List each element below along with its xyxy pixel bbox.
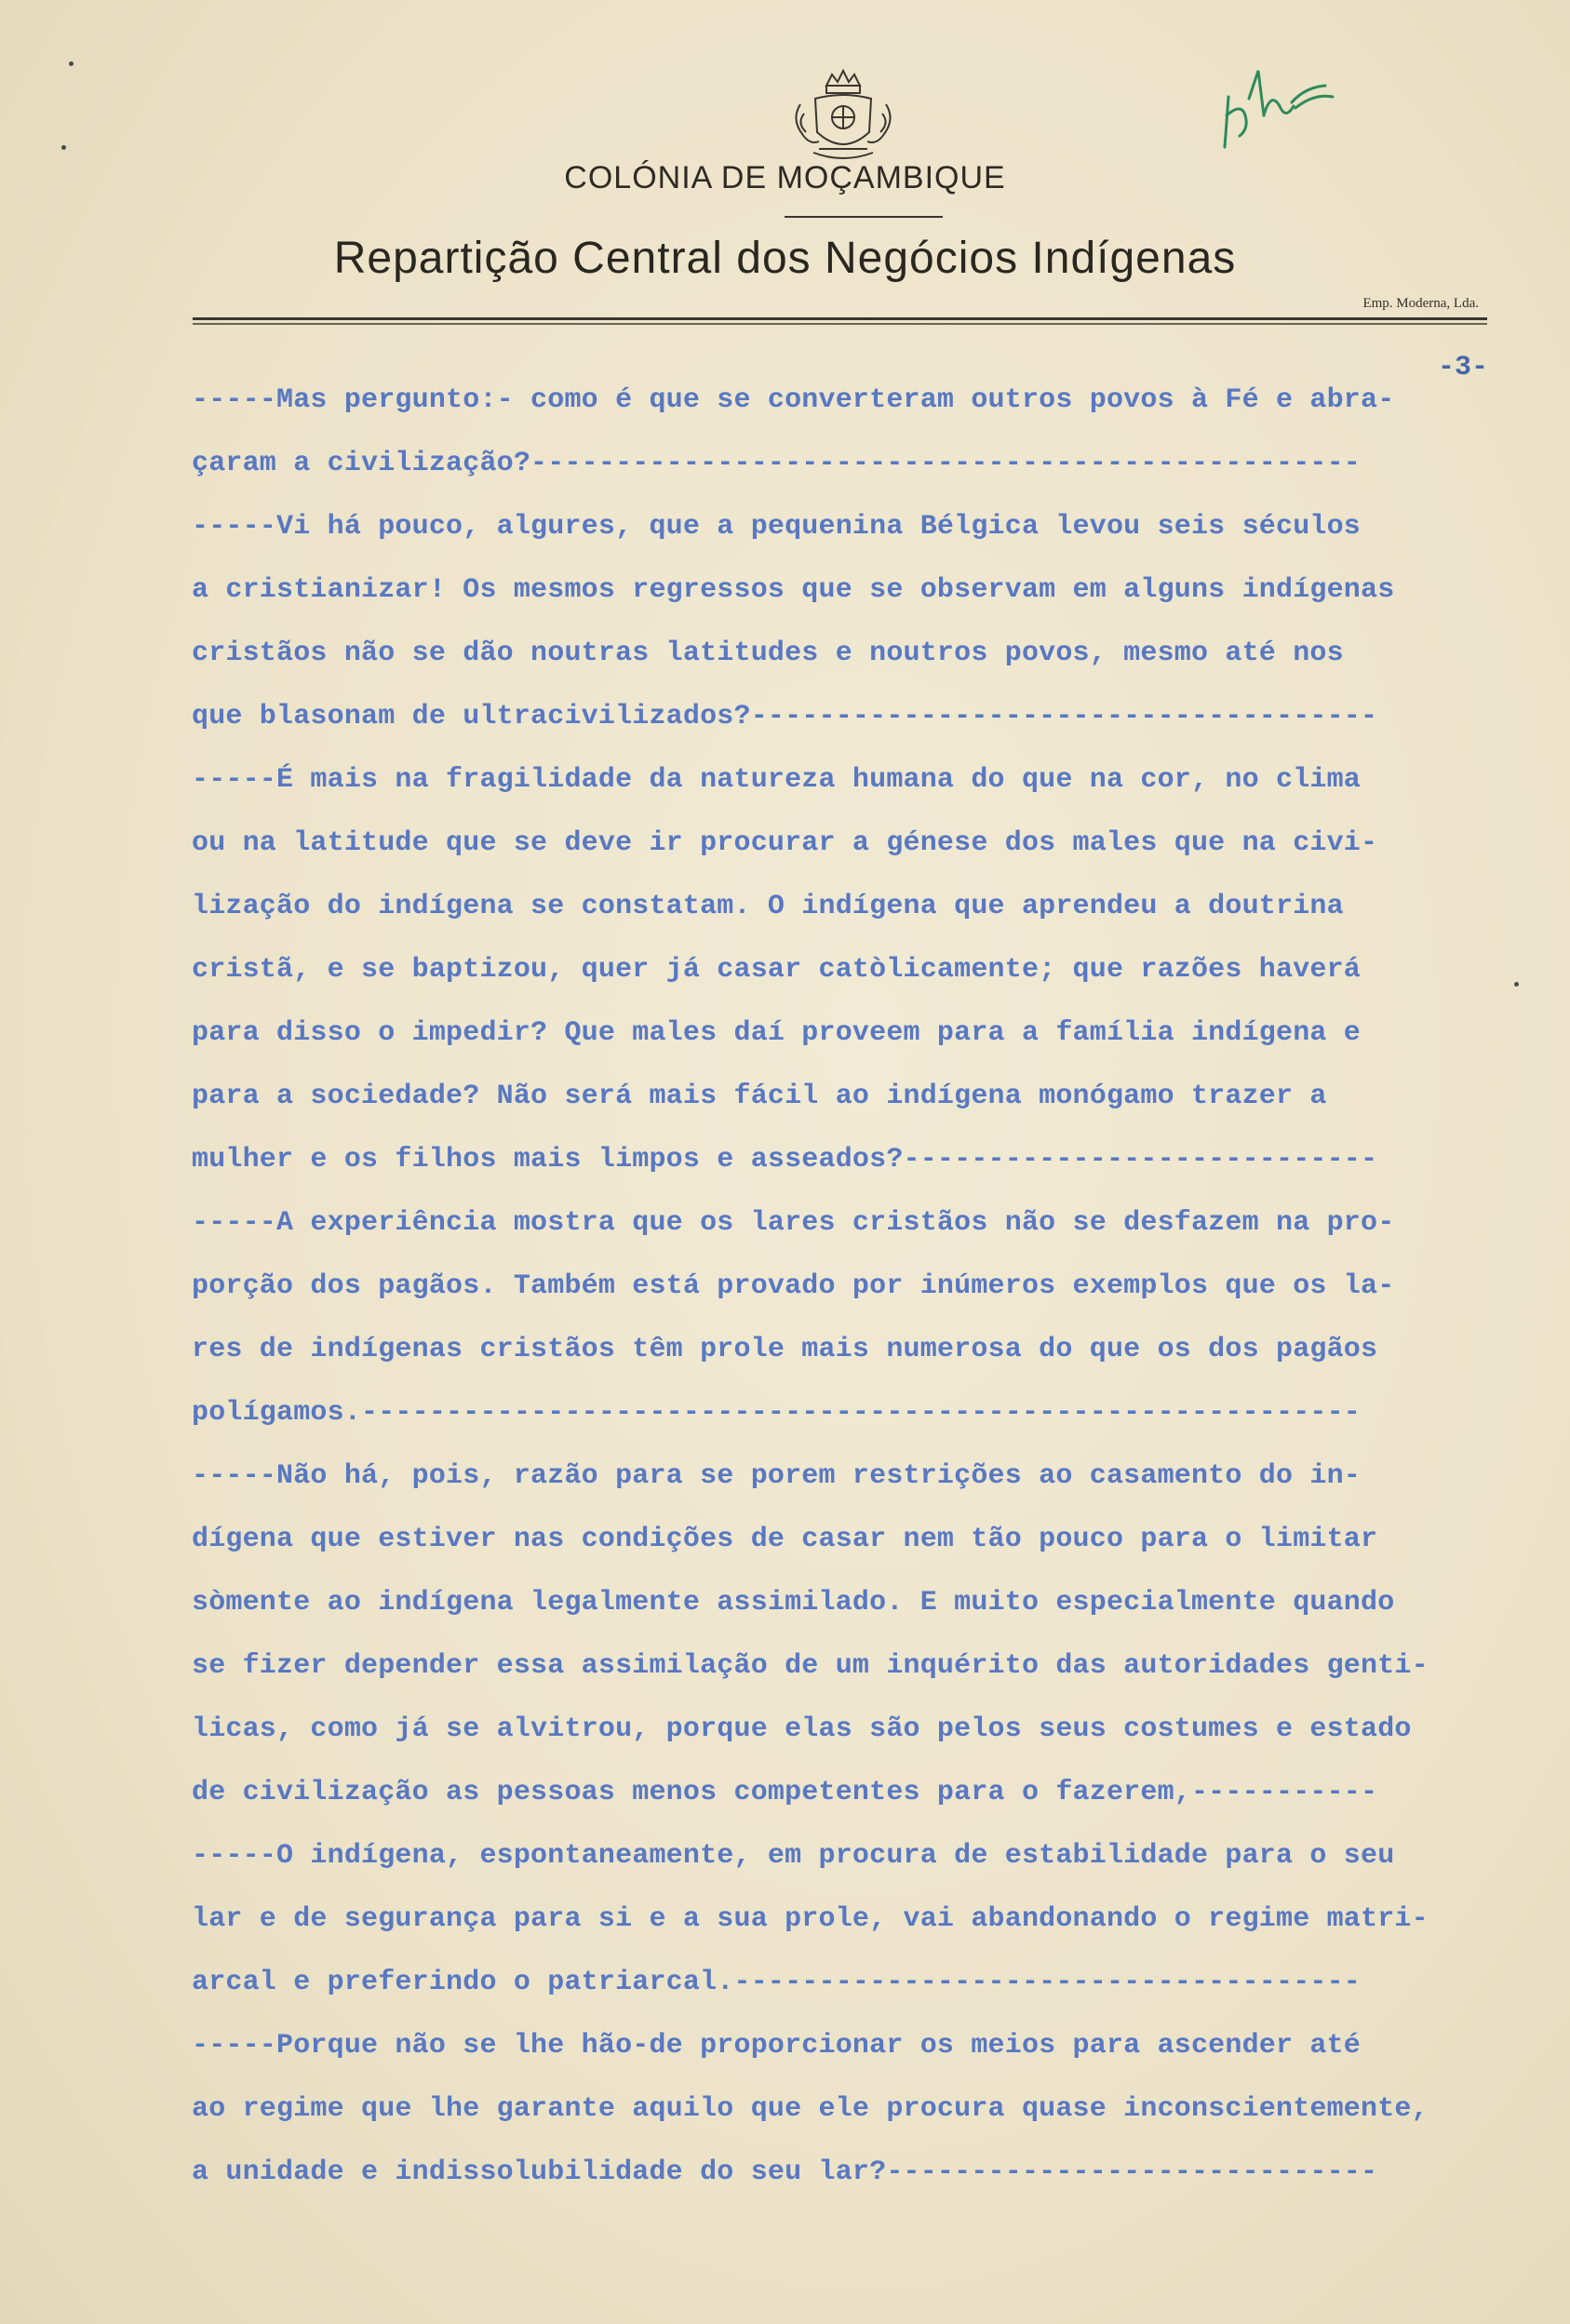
typed-body-text: [192, 369, 1541, 2204]
text-line: lização do indígena se constatam. O indígena que aprendeu a doutrina: [192, 891, 1344, 922]
text-line: sòmente ao indígena legalmente assimilado. E muito especialmente quando: [192, 1587, 1395, 1619]
paper-speck: [1514, 982, 1519, 987]
text-line: lar e de segurança para si e a sua prole, vai abandonando o regime matri-: [192, 1903, 1429, 1935]
paper-speck: [61, 145, 66, 150]
text-line: a cristianizar! Os mesmos regressos que se observam em alguns indígenas: [192, 574, 1395, 606]
text-line: se fizer depender essa assimilação de um inquérito das autoridades genti-: [192, 1650, 1429, 1682]
page-number: -3-: [1437, 352, 1488, 383]
text-line: -----A experiência mostra que os lares cristãos não se desfazem na pro-: [192, 1207, 1395, 1239]
text-line: -----Porque não se lhe hão-de proporcionar os meios para ascender até: [192, 2030, 1362, 2062]
colony-name: COLÓNIA DE MOÇAMBIQUE: [564, 160, 1006, 195]
text-line: licas, como já se alvitrou, porque elas são pelos seus costumes e estado: [192, 1713, 1412, 1745]
text-line: porção dos pagãos. Também está provado por inúmeros exemplos que os la-: [192, 1270, 1395, 1302]
text-line: a unidade e indissolubilidade do seu lar?-----------------------------: [192, 2156, 1378, 2188]
text-line: ao regime que lhe garante aquilo que ele procura quase inconscientemente,: [192, 2093, 1429, 2125]
text-line: res de indígenas cristãos têm prole mais numerosa do que os dos pagãos: [192, 1334, 1378, 1365]
department-name: Repartição Central dos Negócios Indígenas: [333, 234, 1237, 283]
letterhead-rule: [193, 317, 1487, 320]
text-line: que blasonam de ultracivilizados?-------------------------------------: [192, 701, 1378, 732]
text-line: -----Vi há pouco, algures, que a pequenina Bélgica levou seis séculos: [192, 511, 1362, 543]
text-line: para a sociedade? Não será mais fácil ao indígena monógamo trazer a: [192, 1081, 1327, 1112]
text-line: -----É mais na fragilidade da natureza humana do que na cor, no clima: [192, 764, 1362, 796]
text-line: çaram a civilização?-------------------------------------------------: [192, 448, 1362, 479]
text-line: mulher e os filhos mais limpos e asseados?----------------------------: [192, 1144, 1378, 1175]
printer-imprint: Emp. Moderna, Lda.: [1362, 296, 1479, 311]
text-line: -----O indígena, espontaneamente, em procura de estabilidade para o seu: [192, 1840, 1395, 1872]
letterhead-rule-thin: [193, 323, 1487, 325]
text-line: -----Mas pergunto:- como é que se converteram outros povos à Fé e abra-: [192, 384, 1395, 416]
text-line: de civilização as pessoas menos competentes para o fazerem,-----------: [192, 1777, 1378, 1808]
header-divider: [785, 216, 943, 218]
text-line: ou na latitude que se deve ir procurar a génese dos males que na civi-: [192, 827, 1378, 859]
text-line: cristã, e se baptizou, quer já casar catòlicamente; que razões haverá: [192, 954, 1362, 986]
text-line: cristãos não se dão noutras latitudes e noutros povos, mesmo até nos: [192, 638, 1344, 669]
text-line: arcal e preferindo o patriarcal.-------------------------------------: [192, 1967, 1362, 1998]
handwritten-initials: [1202, 61, 1342, 164]
text-line: -----Não há, pois, razão para se porem restrições ao casamento do in-: [192, 1460, 1362, 1492]
text-line: para disso o impedir? Que males daí proveem para a família indígena e: [192, 1017, 1362, 1049]
text-line: polígamos.-----------------------------------------------------------: [192, 1397, 1362, 1429]
coat-of-arms-icon: [787, 67, 899, 169]
text-line: dígena que estiver nas condições de casar nem tão pouco para o limitar: [192, 1524, 1378, 1555]
paper-speck: [69, 61, 74, 66]
